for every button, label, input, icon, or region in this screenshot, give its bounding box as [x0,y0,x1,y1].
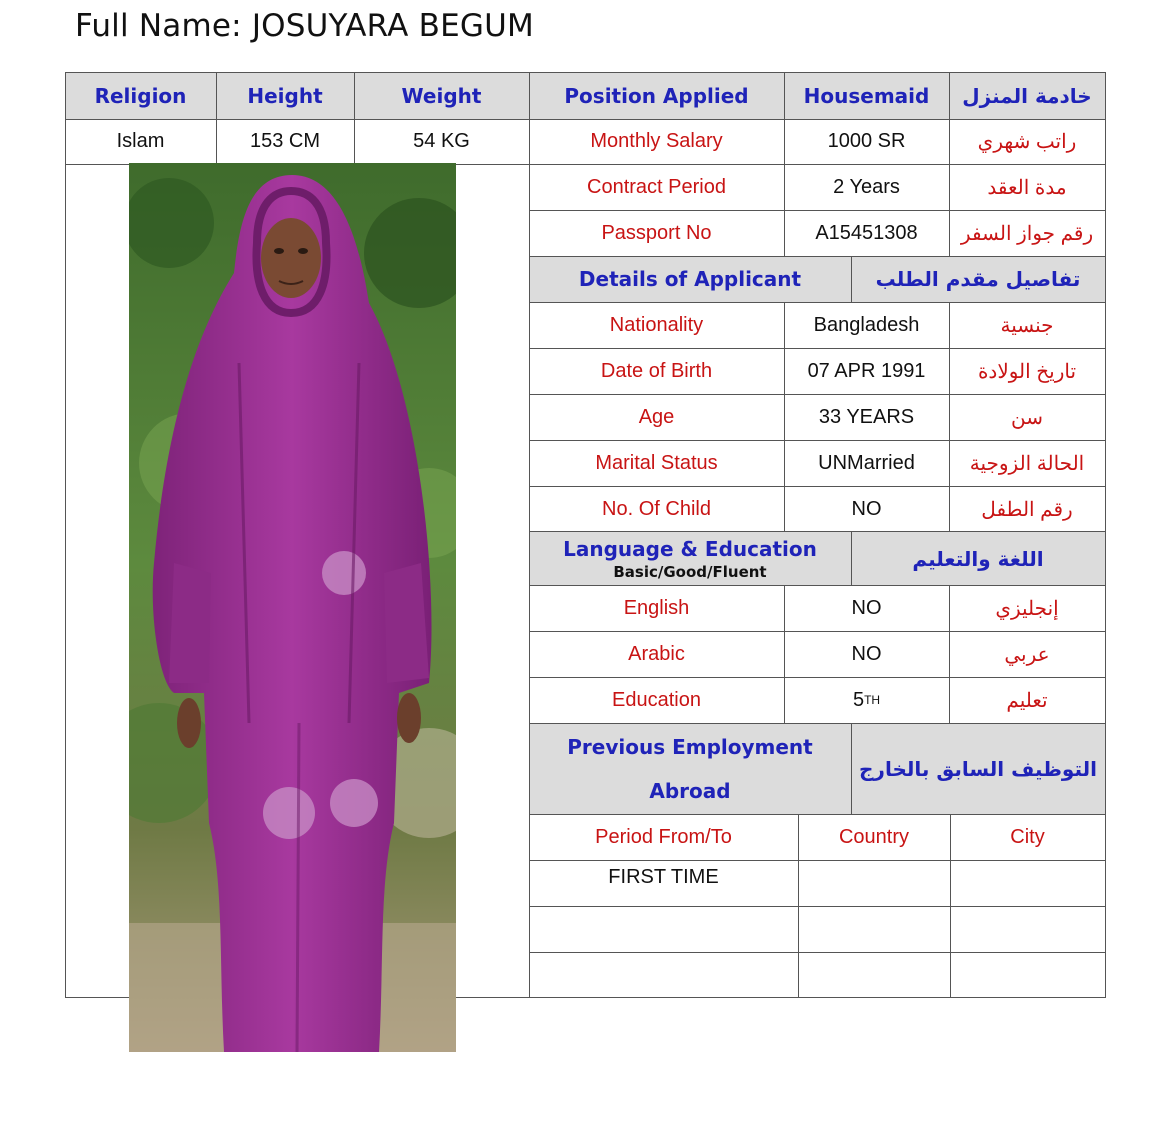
passport-no-label: Passport No [601,221,712,244]
arabic-label: Arabic [628,642,685,665]
previous-employment-line2: Abroad [649,778,731,803]
age-arabic: سن [1011,406,1043,429]
applicant-photo-image [129,163,456,1052]
previous-employment-line1: Previous Employment [567,734,813,759]
religion-value: Islam [116,130,165,152]
no-of-child-value: NO [851,497,882,520]
nationality-arabic: جنسية [1000,314,1054,337]
language-education-arabic: اللغة والتعليم [851,532,1105,585]
no-of-child-arabic: رقم الطفل [981,498,1073,521]
english-arabic: إنجليزي [995,597,1059,620]
education-value [784,677,949,723]
weight-header: Weight [354,73,529,119]
previous-employment-header [529,723,851,814]
employment-period-cell [529,952,798,997]
english-value: NO [851,596,882,619]
weight-value: 54 KG [413,130,470,152]
monthly-salary-label: Monthly Salary [590,130,723,152]
english-label: English [623,596,690,619]
period-from-to-header: Period From/To [595,825,732,848]
details-of-applicant-header: Details of Applicant [529,256,851,302]
details-of-applicant-arabic: تفاصيل مقدم الطلب [851,256,1105,302]
position-applied-header: Position Applied [529,73,784,119]
contract-period-arabic: مدة العقد [987,176,1067,199]
monthly-salary-value: 1000 SR [827,130,906,152]
city-header: City [1010,825,1045,848]
education-grade-suffix: TH [864,693,881,707]
employment-country-cell [798,952,950,997]
full-name-title: Full Name: JOSUYARA BEGUM [75,8,534,44]
nationality-label: Nationality [609,313,704,336]
language-education-title: Language & Education [563,536,817,561]
marital-status-value: UNMarried [818,451,915,474]
passport-no-value: A15451308 [815,221,918,244]
height-value: 153 CM [249,130,321,152]
religion-header: Religion [65,73,216,119]
education-grade: 5 [852,688,865,711]
language-level-scale: Basic/Good/Fluent [613,562,767,581]
passport-no-arabic: رقم جواز السفر [960,222,1094,245]
marital-status-label: Marital Status [595,451,718,474]
marital-status-arabic: الحالة الزوجية [969,452,1085,475]
employment-period-cell [529,906,798,952]
date-of-birth-arabic: تاريخ الولادة [977,360,1077,383]
arabic-arabic: عربي [1004,643,1050,666]
age-label: Age [638,405,675,428]
date-of-birth-value: 07 APR 1991 [807,359,926,382]
employment-city-cell [950,860,1105,906]
arabic-value: NO [851,642,882,665]
contract-period-label: Contract Period [587,175,726,198]
position-value: Housemaid [784,73,949,119]
position-arabic: خادمة المنزل [949,73,1105,119]
contract-period-value: 2 Years [833,175,900,198]
country-header: Country [838,825,910,848]
language-education-header [529,532,851,585]
employment-city-cell [950,952,1105,997]
employment-city-cell [950,906,1105,952]
education-label: Education [612,688,701,711]
employment-country-cell [798,860,950,906]
date-of-birth-label: Date of Birth [600,359,713,382]
education-arabic: تعليم [1006,689,1048,712]
age-value: 33 YEARS [818,405,915,428]
employment-country-cell [798,906,950,952]
no-of-child-label: No. Of Child [602,497,711,520]
previous-employment-arabic: التوظيف السابق بالخارج [851,723,1105,814]
employment-period-cell: FIRST TIME [608,866,719,888]
monthly-salary-arabic: راتب شهري [977,131,1077,153]
nationality-value: Bangladesh [813,313,920,336]
applicant-photo [129,163,456,1052]
height-header: Height [216,73,354,119]
